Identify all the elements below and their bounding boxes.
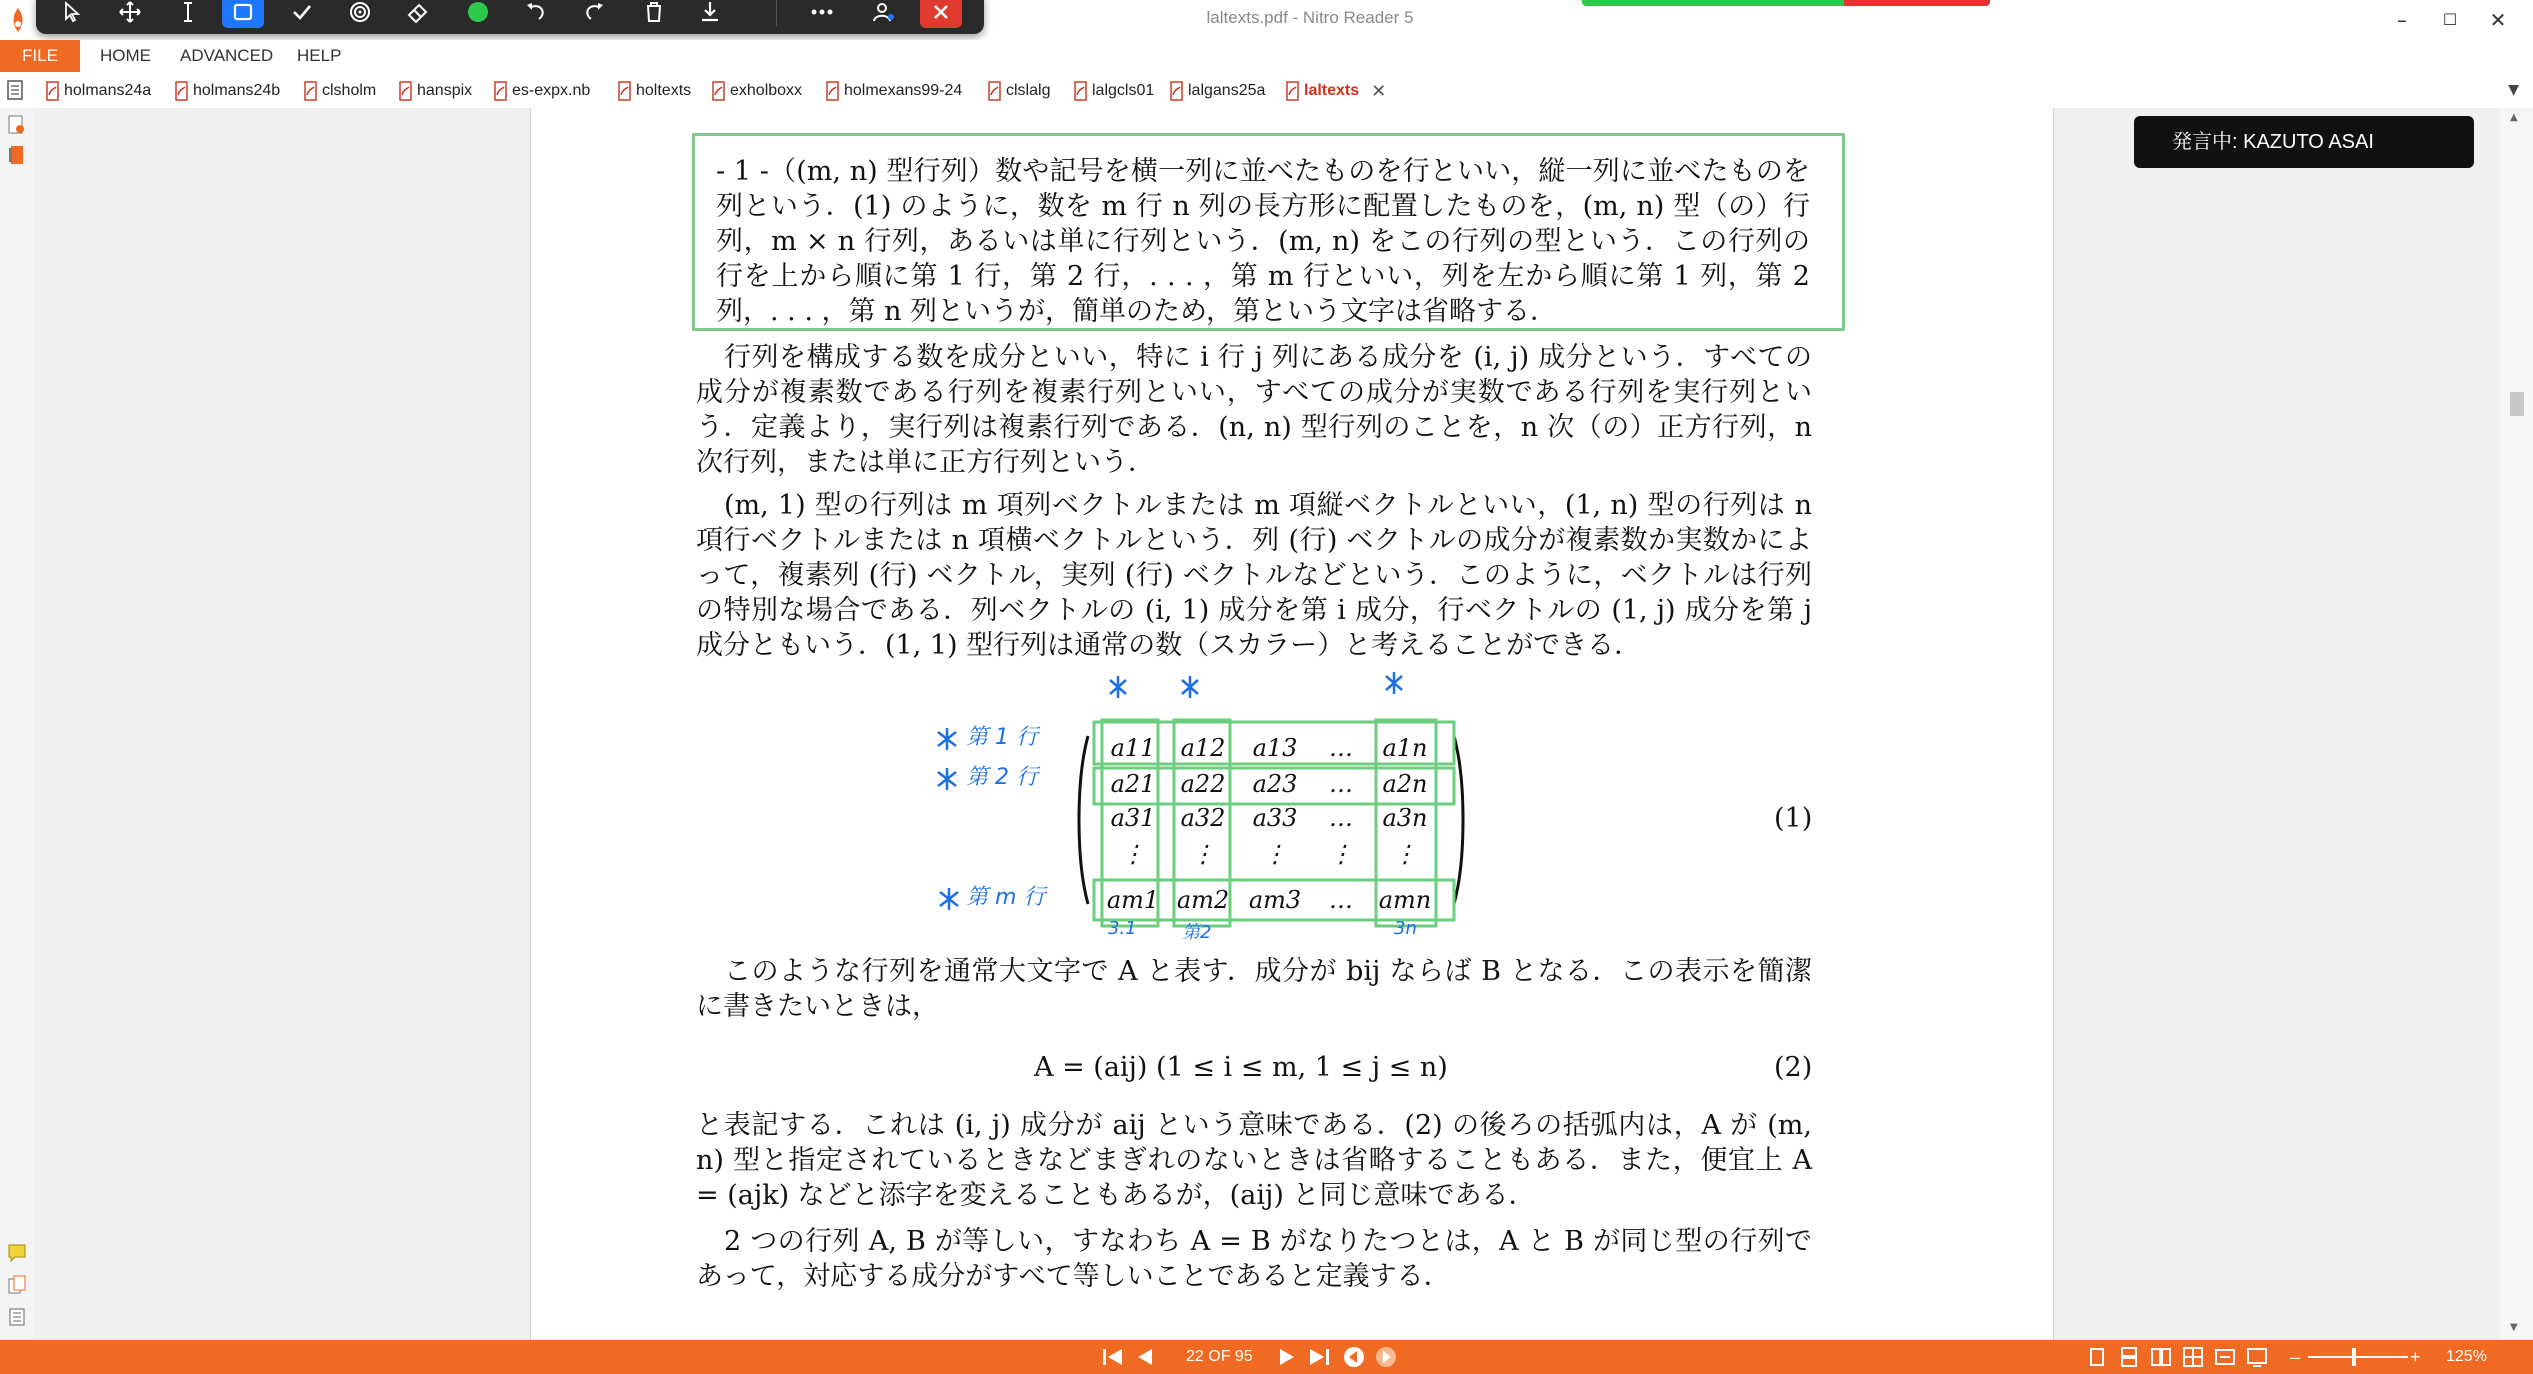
speaking-indicator: 発言中: KAZUTO ASAI (2134, 116, 2474, 168)
page-icon (6, 80, 24, 100)
tab-clslalg[interactable] (988, 78, 1050, 104)
pdf-file-icon (618, 81, 631, 101)
equation-number-2: (2) (1774, 1052, 1813, 1083)
tab-lalgans25a[interactable] (1170, 78, 1265, 104)
last-page-button[interactable] (1306, 1340, 1332, 1374)
facing-pages-icon (2150, 1346, 2172, 1368)
check-tool[interactable] (280, 0, 324, 30)
back-circle-icon (1342, 1345, 1366, 1369)
matrix-cell: … (1329, 804, 1353, 832)
tab-label: lalgans25a (1188, 82, 1266, 99)
scroll-down-arrow-icon[interactable]: ▼ (2510, 1322, 2518, 1333)
green-dot-icon (465, 0, 491, 25)
handwriting-row1: 第 1 行 (966, 725, 1038, 750)
pdf-file-icon (175, 81, 188, 101)
menu-advanced[interactable]: ADVANCED (180, 46, 274, 65)
paragraph-3: (m, 1) 型の行列は m 項列ベクトルまたは m 項縦ベクトルといい，(1, n) 型の行列は n 項行ベクトルまたは n 項横ベクトルという．列 (行) ベクトルの成分が複素数か実数かによって，複素列 (行) ベクトル，実列 (行) ベクトルなどという．このように，ベクトルは行列の特別な場合である．列ベクトルの (i, 1) 成分を第 i 成分，行ベクトルの (1, j) 成分を第 j 成分ともいう．(1, 1) 型行列は通常の数（スカラー）と考えることができる． (696, 490, 1812, 661)
pages-icon[interactable] (6, 1274, 28, 1296)
matrix-cell: am2 (1176, 886, 1230, 914)
tab-holmexans99-24[interactable] (826, 78, 962, 104)
matrix-cell: a13 (1252, 734, 1298, 762)
pdf-file-icon (46, 81, 59, 101)
pan-tool[interactable] (108, 0, 152, 30)
tab-lalgcls01[interactable] (1074, 78, 1154, 104)
previous-page-icon (1134, 1346, 1156, 1368)
paragraph-2: 行列を構成する数を成分といい，特に i 行 j 列にある成分を (i, j) 成分という．すべての成分が複素数である行列を複素行列といい，すべての成分が実数である行列を実行列という．定義より，実行列は複素行列である．(n, n) 型行列のことを，n 次（の）正方行列，n 次行列，または単に正方行列という． (696, 342, 1812, 478)
scrollbar-thumb[interactable] (2510, 392, 2524, 416)
matrix-cell: ⋮ (1263, 840, 1287, 868)
facing-continuous-view-button[interactable] (2182, 1340, 2204, 1374)
select-arrow-tool[interactable] (50, 0, 94, 30)
menu-file[interactable]: FILE (0, 40, 80, 72)
matrix-cell: a3n (1382, 804, 1428, 832)
menu-help[interactable]: HELP (297, 46, 342, 65)
delete-button[interactable] (632, 0, 676, 30)
paragraph-4: このような行列を通常大文字で A と表す．成分が bij ならば B となる．この表示を簡潔に書きたいときは， (696, 956, 1812, 1022)
matrix-cell: a22 (1180, 770, 1226, 798)
tab-clsholm[interactable] (304, 78, 376, 104)
first-page-icon (1100, 1346, 1126, 1368)
pdf-file-icon (1074, 81, 1087, 101)
tab-label: clslalg (1006, 82, 1051, 99)
tab-exholboxx[interactable] (712, 78, 802, 104)
annotation-toolbar (36, 0, 984, 34)
continuous-view-button[interactable] (2118, 1340, 2140, 1374)
recording-progress-red (1844, 0, 1990, 6)
tab-label: es-expx.nb (512, 82, 591, 99)
tab-holtexts[interactable] (618, 78, 691, 104)
tab-label: lalgcls01 (1092, 82, 1155, 99)
window-title: laltexts.pdf - Nitro Reader 5 (1206, 8, 1414, 27)
close-window-button[interactable]: ✕ (2489, 8, 2507, 32)
matrix-cell: ⋮ (1329, 840, 1353, 868)
matrix-cell: … (1329, 734, 1353, 762)
zoom-slider-thumb[interactable] (2352, 1348, 2356, 1366)
tab-label: holmans24b (193, 82, 281, 99)
grid-pages-icon (2182, 1346, 2204, 1368)
download-icon (697, 0, 723, 25)
matrix-cell: … (1329, 886, 1353, 914)
zoom-slider-track[interactable] (2308, 1356, 2408, 1358)
left-side-panel (0, 108, 35, 1340)
facing-view-button[interactable] (2150, 1340, 2172, 1374)
text-cursor-icon (175, 0, 201, 25)
previous-view-button[interactable] (1342, 1340, 1366, 1374)
pdf-file-icon (826, 81, 839, 101)
move-icon (117, 0, 143, 25)
menu-home[interactable]: HOME (100, 46, 151, 65)
matrix-cell: a1n (1382, 734, 1428, 762)
arrow-pointer-icon (59, 0, 85, 25)
single-page-view-button[interactable] (2086, 1340, 2108, 1374)
download-button[interactable] (688, 0, 732, 30)
undo-button[interactable] (514, 0, 558, 30)
document-tab-bar (0, 72, 2533, 109)
next-page-icon (1276, 1346, 1298, 1368)
maximize-button[interactable]: ☐ (2442, 10, 2458, 29)
matrix-cell: a21 (1110, 770, 1156, 798)
matrix-cell: a31 (1110, 804, 1156, 832)
comments-icon[interactable] (6, 1242, 28, 1264)
next-page-button[interactable] (1276, 1340, 1298, 1374)
matrix-cell: ⋮ (1121, 840, 1145, 868)
menu-bar (0, 40, 2533, 73)
tab-hanspix[interactable] (399, 78, 472, 104)
previous-page-button[interactable] (1134, 1340, 1156, 1374)
fit-width-button[interactable] (2214, 1340, 2236, 1374)
minimize-button[interactable]: – (2397, 8, 2407, 32)
forward-circle-icon (1374, 1345, 1398, 1369)
fit-page-button[interactable] (2246, 1340, 2268, 1374)
matrix-cell: a23 (1252, 770, 1298, 798)
pdf-file-icon (1286, 81, 1299, 101)
pdf-file-icon (494, 81, 507, 101)
matrix-cell: ⋮ (1191, 840, 1215, 868)
matrix-cell: am3 (1248, 886, 1302, 914)
matrix-cell: ⋮ (1393, 840, 1417, 868)
pdf-file-icon (304, 81, 317, 101)
matrix-cell: … (1329, 770, 1353, 798)
scroll-up-arrow-icon[interactable]: ▲ (2510, 112, 2518, 123)
continuous-page-icon (2118, 1346, 2140, 1368)
handwriting-row2: 第 2 行 (966, 765, 1038, 790)
close-tab-icon[interactable]: ✕ (1371, 80, 1387, 101)
close-icon (928, 0, 954, 25)
status-bar (0, 1340, 2533, 1374)
check-icon (289, 0, 315, 25)
text-cursor-tool[interactable] (166, 0, 210, 30)
pdf-file-icon (988, 81, 1001, 101)
redo-button[interactable] (572, 0, 616, 30)
tab-label: laltexts (1304, 82, 1360, 99)
recording-progress-green (1582, 0, 1844, 6)
eraser-icon (405, 0, 431, 25)
zoom-in-button[interactable]: + (2410, 1347, 2421, 1367)
tab-label: hanspix (417, 82, 473, 99)
trash-icon (641, 0, 667, 25)
fit-page-icon (2246, 1346, 2268, 1368)
attachments-icon[interactable] (6, 114, 28, 136)
handwriting-coln: 3n (1394, 918, 1417, 939)
pdf-file-icon (712, 81, 725, 101)
paragraph-5: と表記する．これは (i, j) 成分が aij という意味である．(2) の後ろの括弧内は，A が (m, n) 型と指定されているときなどまぎれのないときは省略することもある．また，便宜上 A = (ajk) などと添字を変えることもあるが，(aij) と同じ意味である． (696, 1110, 1812, 1211)
stamp-tool[interactable] (338, 0, 382, 30)
page-indicator[interactable]: 22 OF 95 (1186, 1348, 1253, 1365)
bookmarks-icon[interactable] (6, 144, 28, 166)
equation-number-1: (1) (1774, 803, 1813, 834)
color-picker-green[interactable] (456, 0, 500, 30)
user-gear-icon (871, 0, 897, 25)
tab-es-expx-nb[interactable] (494, 78, 590, 104)
toolbar-divider (776, 0, 777, 26)
nitro-logo-icon (8, 6, 28, 34)
pdf-file-icon (1170, 81, 1183, 101)
tab-holmans24a[interactable] (46, 78, 151, 104)
close-toolbar-button[interactable] (920, 0, 962, 28)
tab-label: holmexans99-24 (844, 82, 963, 99)
tab-holmans24b[interactable] (175, 78, 280, 104)
zoom-out-button[interactable]: – (2290, 1347, 2301, 1367)
tab-laltexts[interactable] (1286, 78, 1386, 104)
handwriting-col2: 第2 (1182, 922, 1212, 943)
eraser-tool[interactable] (396, 0, 440, 30)
single-page-icon (2086, 1346, 2108, 1368)
spiral-icon (347, 0, 373, 25)
matrix-cell: amn (1378, 886, 1432, 914)
more-dots-icon (809, 0, 835, 25)
matrix-cell: a32 (1180, 804, 1226, 832)
matrix-cell: a2n (1382, 770, 1428, 798)
matrix-cell: a12 (1180, 734, 1226, 762)
zoom-level[interactable]: 125% (2446, 1348, 2487, 1365)
handwriting-rowm: 第 m 行 (966, 885, 1046, 910)
rectangle-icon (230, 0, 256, 25)
first-page-button[interactable] (1100, 1340, 1126, 1374)
more-button[interactable] (800, 0, 844, 30)
tab-label: holtexts (636, 82, 692, 99)
matrix-cell: am1 (1106, 886, 1160, 914)
tabs-dropdown-icon[interactable]: ▼ (2508, 82, 2519, 98)
fit-width-icon (2214, 1346, 2236, 1368)
paragraph-6: 2 つの行列 A, B が等しい，すなわち A = B がなりたつとは，A と B が同じ型の行列であって，対応する成分がすべて等しいことであると定義する． (696, 1226, 1812, 1292)
undo-icon (523, 0, 549, 25)
vertical-scrollbar[interactable] (2500, 108, 2533, 1340)
handwriting-col1: 3.1 (1108, 918, 1137, 939)
formula-2: A = (aij) (1 ≤ i ≤ m, 1 ≤ j ≤ n) (1034, 1052, 1448, 1083)
pdf-file-icon (399, 81, 412, 101)
paragraph-1: - 1 -（(m, n) 型行列）数や記号を横一列に並べたものを行といい，縦一列に並べたものを列という．(1) のように，数を m 行 n 列の長方形に配置したものを，(m, n) 型（の）行列，m × n 行列，あるいは単に行列という．(m, n) をこの行列の型という．この行列の行を上から順に第 1 行，第 2 行，. . . ，第 m 行といい，列を左から順に第 1 列，第 2 列，. . . ，第 n 列というが，簡単のため，第という文字は省略する． (716, 156, 1810, 327)
redo-icon (581, 0, 607, 25)
rectangle-tool[interactable] (222, 0, 264, 28)
tab-label: exholboxx (730, 82, 803, 99)
layers-icon[interactable] (6, 1306, 28, 1328)
user-settings-button[interactable] (862, 0, 906, 30)
matrix-cell: a11 (1110, 734, 1156, 762)
tab-label: clsholm (322, 82, 377, 99)
tab-label: holmans24a (64, 82, 152, 99)
matrix-cell: a33 (1252, 804, 1298, 832)
next-view-button[interactable] (1374, 1340, 1398, 1374)
last-page-icon (1306, 1346, 1332, 1368)
